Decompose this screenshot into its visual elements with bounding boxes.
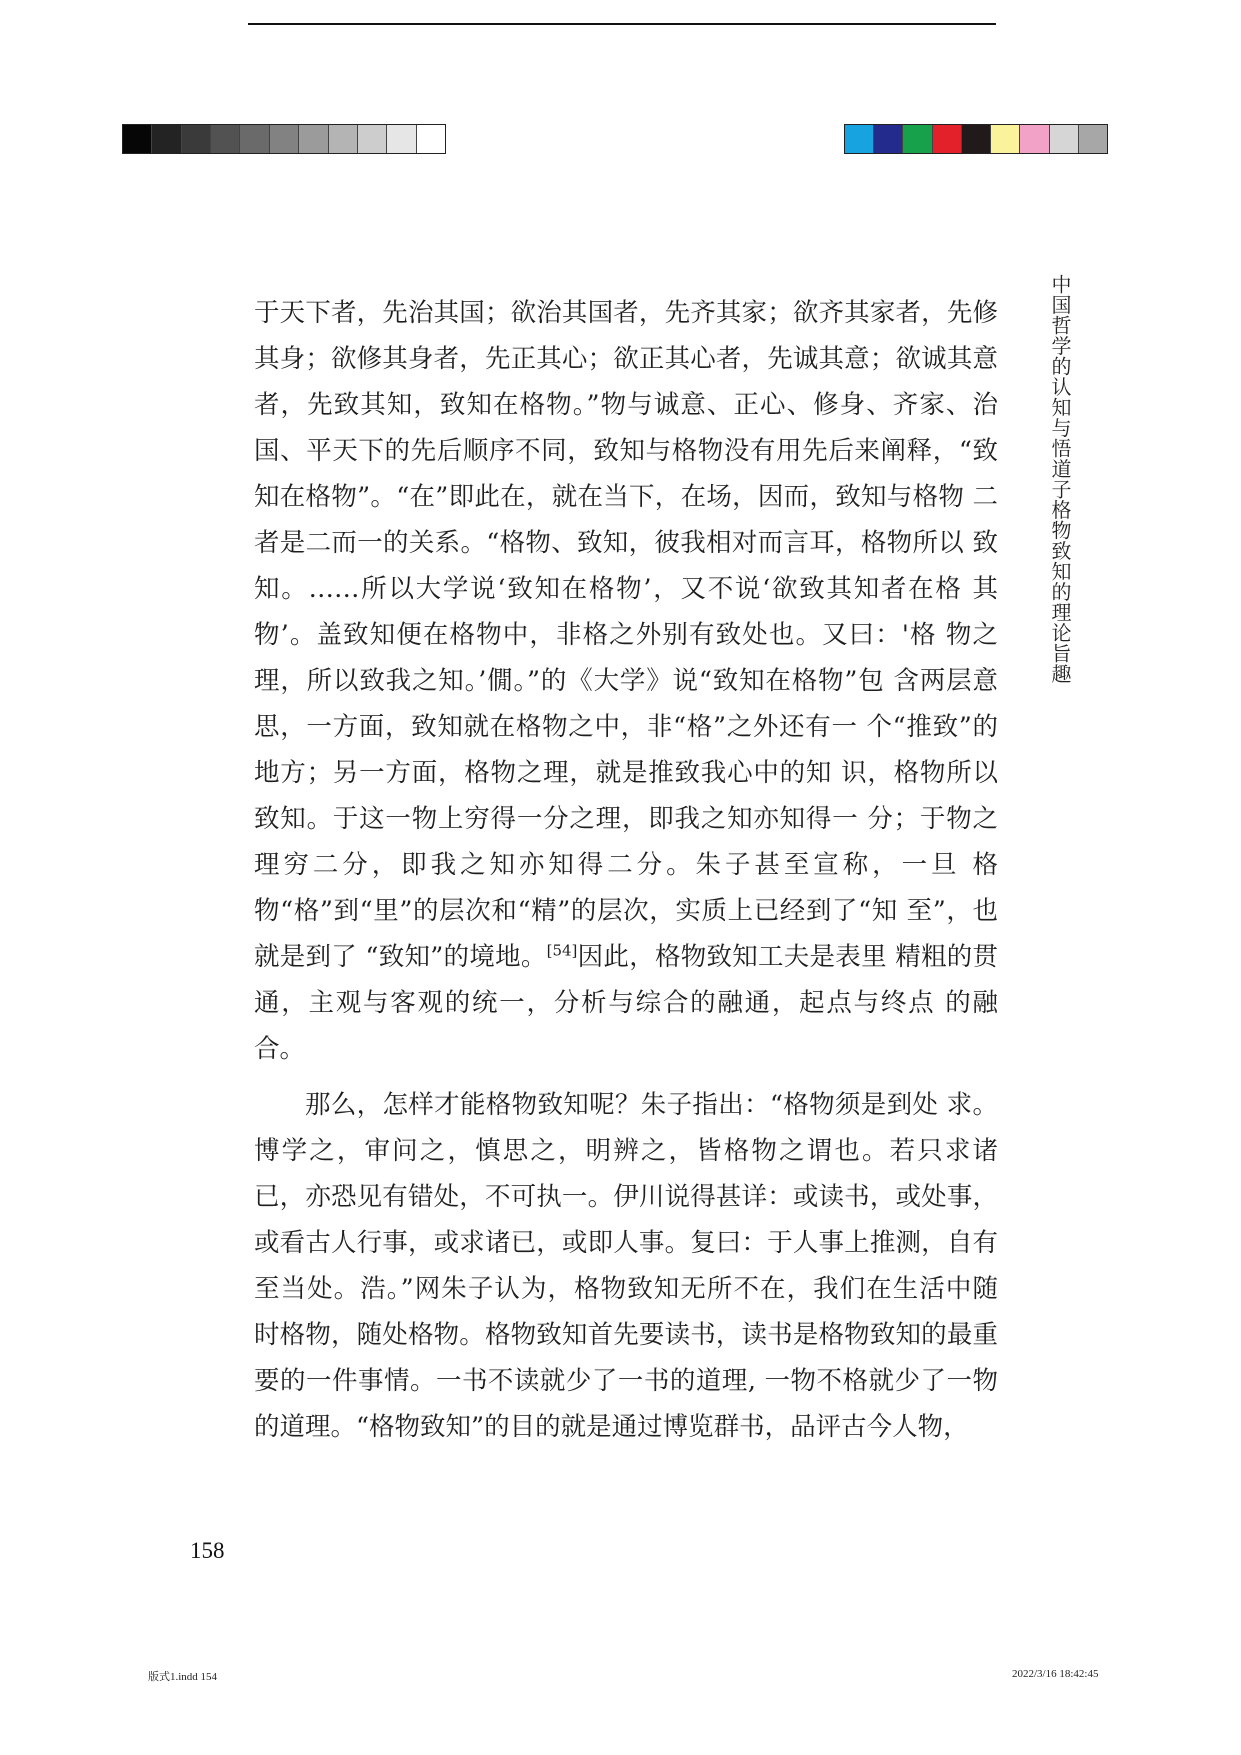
paragraph-2: 那么，怎样才能格物致知呢？朱子指出：“格物须是到处 求。博学之，审问之，慎思之，明辨之，皆格物之谓也。若只求诸 已，亦恐见有错处，不可执一。伊川说得甚详：或读书，或处事， 或看古人行事，或求诸已，或即人事。复曰：于人事上推测，自有 至当处。浩。”网朱子认为，格物致知无所不在，我们在生活中随 时格物，随处格物。格物致知首先要读书，读书是格物致知的最重 要的一件事情。一书不读就少了一书的道理, 一物不格就少了一物 的道理。“格物致知”的目的就是通过博览群书，品评古今人物，	[254, 1090, 998, 1442]
page-number: 158	[190, 1538, 225, 1563]
gray-swatch	[152, 125, 181, 153]
gray-swatch	[211, 125, 240, 153]
print-footer-timestamp: 2022/3/16 18:42:45	[1012, 1668, 1099, 1680]
running-head-vertical: 中国哲学的认知与悟道子格物致知的理论旨趣	[1048, 274, 1072, 684]
paragraph-1	[254, 290, 998, 1072]
paragraph-1-text: 于天下者，先治其国；欲治其国者，先齐其家；欲齐其家者，先修 其身；欲修其身者，先正其心；欲正其心者，先诚其意；欲诚其意 者，先致其知，致知在格物。”物与诚意、正心、修身、齐家、治 国、平天下的先后顺序不同，致知与格物没有用先后来阐释，“致 知在格物”。“在”即此在，就在当下，在场，因而，致知与格物 二者是二而一的关系。“格物、致知，彼我相对而言耳，格物所以 致知。……所以大学说‘致知在格物’，又不说‘欲致其知者在格 其物’。盖致知便在格物中，非格之外别有致处也。又曰：'格 物之理，所以致我之知。’僩。”的《大学》说“致知在格物”包 含两层意思，一方面，致知就在格物之中，非“格”之外还有一 个“推致”的地方；另一方面，格物之理，就是推致我心中的知 识，格物所以致知。于这一物上穷得一分之理，即我之知亦知得一 分；于物之理穷二分，即我之知亦知得二分。朱子甚至宣称，一旦 格物“格”到“里”的层次和“精”的层次，实质上已经到了“知 至”，也就是到了 “致知”的境地。	[254, 298, 998, 972]
paragraph-1-continuation: 因此，格物致知工夫是表里 精粗的贯通，主观与客观的统一，分析与综合的融通，起点与终点 的融合。	[254, 942, 998, 1064]
gray-swatch	[123, 125, 152, 153]
gray-swatch	[299, 125, 328, 153]
gray-swatch	[329, 125, 358, 153]
color-swatch	[1020, 125, 1049, 153]
color-swatch	[991, 125, 1020, 153]
print-footer-filename: 版式1.indd 154	[148, 1671, 218, 1683]
top-rule	[248, 23, 996, 25]
gray-swatch	[417, 125, 445, 153]
gray-swatch	[240, 125, 269, 153]
gray-swatch	[270, 125, 299, 153]
gray-swatch	[387, 125, 416, 153]
gray-swatch	[182, 125, 211, 153]
color-swatch	[845, 125, 874, 153]
body-text	[254, 290, 998, 1450]
color-swatch	[903, 125, 932, 153]
footnote-reference[interactable]: [54]	[546, 941, 578, 960]
color-swatch	[1079, 125, 1107, 153]
color-calibration-strip	[844, 124, 1108, 154]
color-swatch	[874, 125, 903, 153]
color-swatch	[962, 125, 991, 153]
color-swatch	[933, 125, 962, 153]
gray-swatch	[358, 125, 387, 153]
color-swatch	[1050, 125, 1079, 153]
gray-calibration-strip	[122, 124, 446, 154]
